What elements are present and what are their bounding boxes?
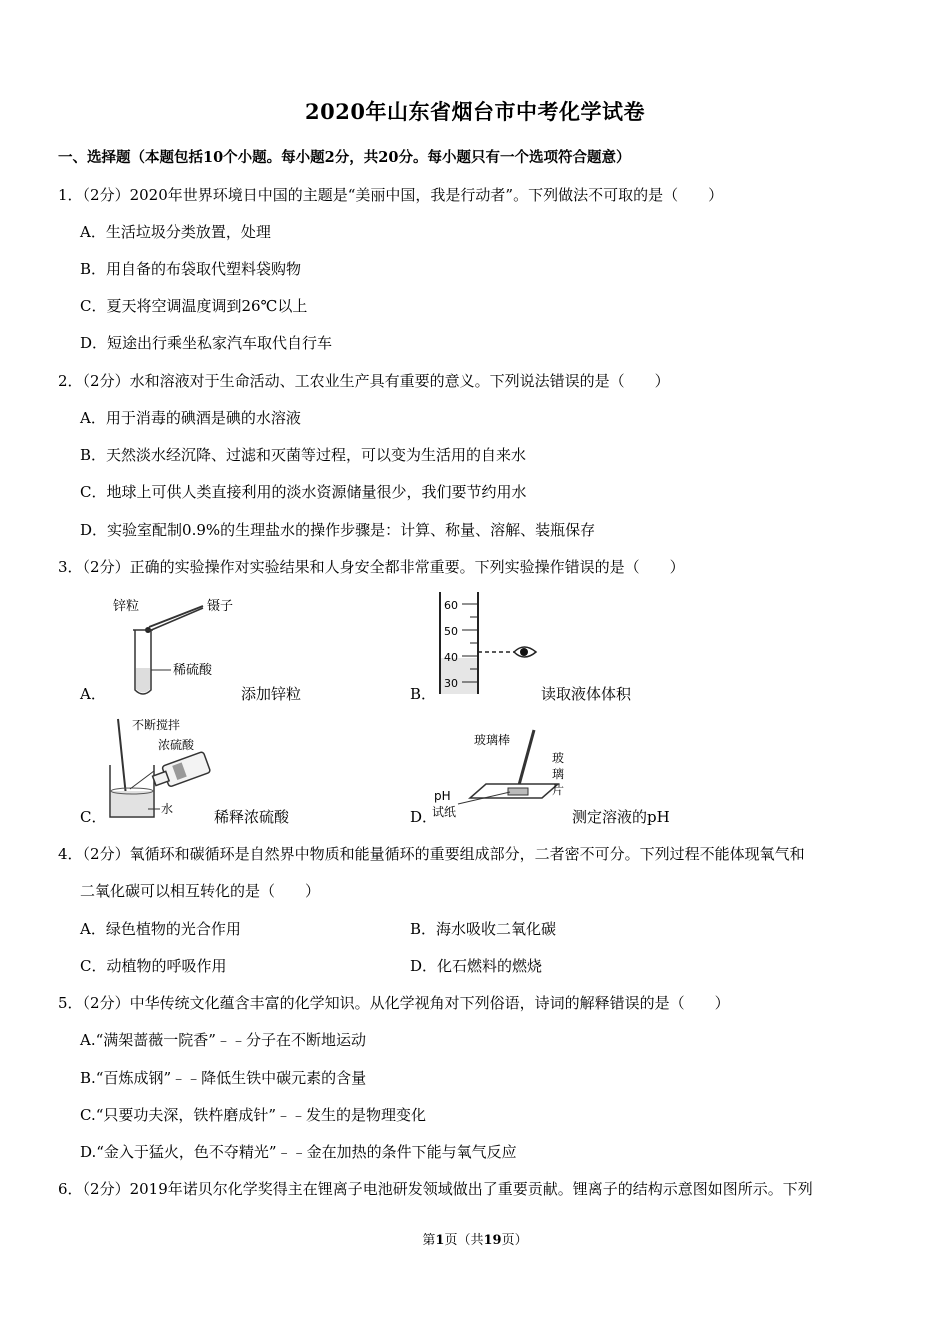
label-tweezers: 镊子 bbox=[207, 599, 234, 614]
question-4-stem-line-2: 二氧化碳可以相互转化的是（ ） bbox=[80, 882, 321, 900]
footer-suffix: 页） bbox=[501, 1233, 528, 1248]
question-3-option-c-caption: 稀释浓硫酸 bbox=[214, 808, 290, 826]
label-dilute-acid: 稀硫酸 bbox=[173, 663, 213, 678]
question-4-option-a: A．绿色植物的光合作用 bbox=[80, 920, 241, 938]
question-5-option-a: A.“满架蔷薇一院香”﹣﹣分子在不断地运动 bbox=[80, 1031, 366, 1049]
label-stir: 不断搅拌 bbox=[132, 718, 181, 732]
question-4-option-b: B．海水吸收二氧化碳 bbox=[410, 920, 557, 938]
figure-read-volume bbox=[432, 590, 542, 702]
label-test-paper: 试纸 bbox=[432, 805, 457, 819]
question-3-option-a-letter: A． bbox=[80, 685, 106, 703]
question-2-option-d: D．实验室配制0.9%的生理盐水的操作步骤是：计算、称量、溶解、装瓶保存 bbox=[80, 521, 596, 539]
figure-measure-ph bbox=[430, 722, 570, 822]
question-3-option-d-letter: D． bbox=[410, 808, 438, 826]
label-ph: pH bbox=[434, 789, 451, 803]
question-1-option-d: D．短途出行乘坐私家汽车取代自行车 bbox=[80, 334, 333, 352]
question-3-option-a-caption: 添加锌粒 bbox=[241, 685, 302, 703]
label-glass-3: 片 bbox=[552, 783, 565, 797]
question-2-option-c: C．地球上可供人类直接利用的淡水资源储量很少，我们要节约用水 bbox=[80, 483, 527, 501]
footer-prefix: 第 bbox=[422, 1233, 436, 1248]
label-glass-rod: 玻璃棒 bbox=[474, 733, 511, 747]
question-3-option-b-letter: B． bbox=[410, 685, 437, 703]
page-footer bbox=[0, 1229, 950, 1248]
question-2-stem: 2．（2分）水和溶液对于生命活动、工农业生产具有重要的意义。下列说法错误的是（ ） bbox=[58, 372, 670, 390]
question-2-option-b: B．天然淡水经沉降、过滤和灭菌等过程，可以变为生活用的自来水 bbox=[80, 446, 527, 464]
question-1-option-c: C．夏天将空调温度调到26℃以上 bbox=[80, 297, 308, 315]
label-glass-2: 璃 bbox=[552, 767, 565, 781]
question-2-option-a: A．用于消毒的碘酒是碘的水溶液 bbox=[80, 409, 301, 427]
label-water: 水 bbox=[161, 802, 174, 816]
question-3-stem: 3．（2分）正确的实验操作对实验结果和人身安全都非常重要。下列实验操作错误的是（ ） bbox=[58, 558, 685, 576]
section-heading: 一、选择题（本题包括10个小题。每小题2分，共20分。每小题只有一个选项符合题意） bbox=[58, 149, 631, 166]
footer-total-pages: 19 bbox=[483, 1233, 502, 1248]
question-3-option-c-letter: C． bbox=[80, 808, 107, 826]
tick-label-50: 50 bbox=[444, 625, 458, 638]
question-5-stem: 5．（2分）中华传统文化蕴含丰富的化学知识。从化学视角对下列俗语，诗词的解释错误的是（ ） bbox=[58, 994, 730, 1012]
question-1-stem: 1．（2分）2020年世界环境日中国的主题是“美丽中国，我是行动者”。下列做法不可取的是（ ） bbox=[58, 186, 724, 204]
question-6-stem: 6．（2分）2019年诺贝尔化学奖得主在锂离子电池研发领域做出了重要贡献。锂离子的结构示意图如图所示。下列 bbox=[58, 1180, 813, 1198]
tick-label-60: 60 bbox=[444, 599, 458, 612]
question-5-option-d: D.“金入于猛火，色不夺精光”﹣﹣金在加热的条件下能与氧气反应 bbox=[80, 1143, 517, 1161]
footer-middle: 页（共 bbox=[444, 1233, 484, 1248]
figure-dilute-acid bbox=[104, 715, 224, 825]
figure-add-zinc bbox=[105, 594, 255, 698]
question-3-option-b-caption: 读取液体体积 bbox=[541, 685, 632, 703]
label-glass-1: 玻 bbox=[552, 751, 565, 765]
exam-title: 2020年山东省烟台市中考化学试卷 bbox=[305, 99, 645, 124]
question-5-option-b: B.“百炼成钢”﹣﹣降低生铁中碳元素的含量 bbox=[80, 1069, 367, 1087]
question-4-stem-line-1: 4．（2分）氧循环和碳循环是自然界中物质和能量循环的重要组成部分，二者密不可分。下列过程不能体现氧气和 bbox=[58, 845, 805, 863]
question-4-option-c: C．动植物的呼吸作用 bbox=[80, 957, 227, 975]
label-zinc: 锌粒 bbox=[113, 599, 140, 614]
question-1-option-b: B．用自备的布袋取代塑料袋购物 bbox=[80, 260, 302, 278]
footer-page-number: 1 bbox=[435, 1233, 445, 1248]
question-4-option-d: D．化石燃料的燃烧 bbox=[410, 957, 543, 975]
question-1-option-a: A．生活垃圾分类放置，处理 bbox=[80, 223, 271, 241]
question-5-option-c: C.“只要功夫深，铁杵磨成针”﹣﹣发生的是物理变化 bbox=[80, 1106, 427, 1124]
tick-label-40: 40 bbox=[444, 651, 458, 664]
question-3-option-d-caption: 测定溶液的pH bbox=[572, 808, 670, 826]
label-conc-acid: 浓硫酸 bbox=[158, 738, 195, 752]
tick-label-30: 30 bbox=[444, 677, 458, 690]
